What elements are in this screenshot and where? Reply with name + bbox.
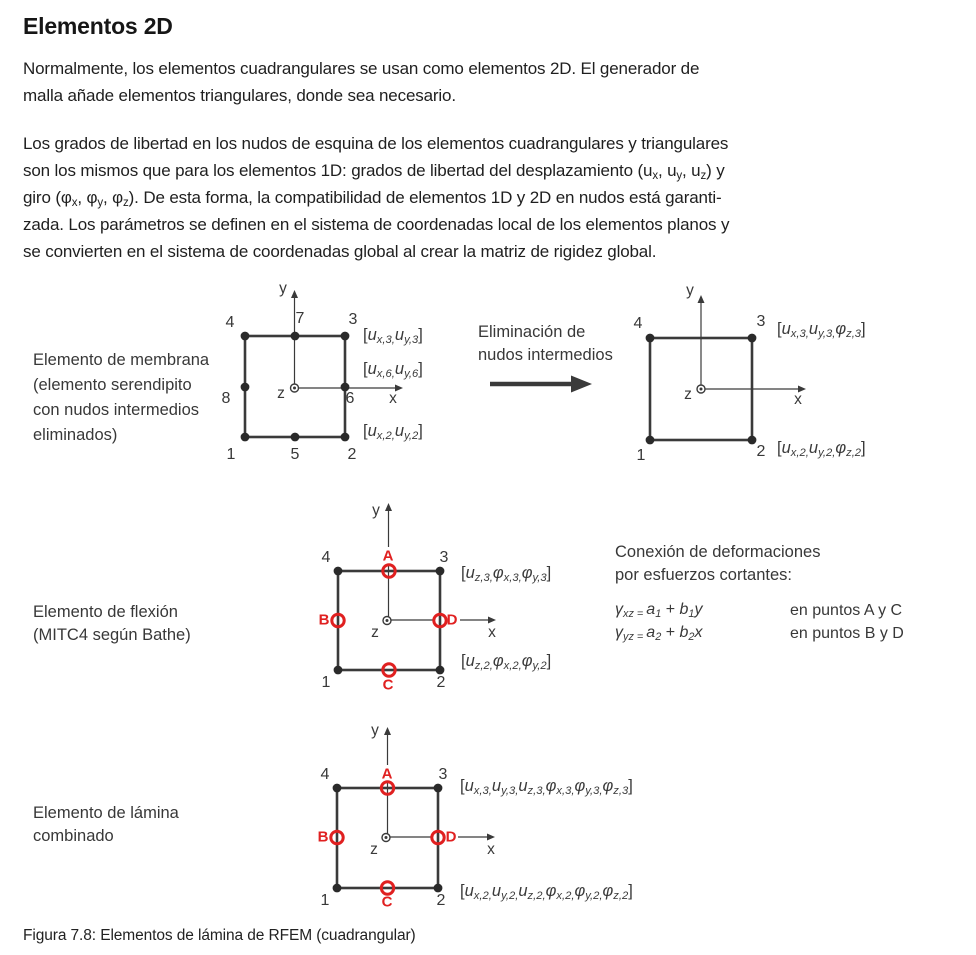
bending-label: Elemento de flexión (MITC4 según Bathe) bbox=[33, 603, 191, 644]
shell-point-B-label: B bbox=[317, 828, 329, 846]
paragraph-1: Normalmente, los elementos cuadrangulares se usan como elementos 2D. El generador de malla añade elementos triangulares, donde sea necesario. bbox=[23, 59, 700, 105]
shell-node-4-label: 4 bbox=[320, 766, 330, 783]
shell-dof-node2: [ux,2,uy,2,uz,2,φx,2,φy,2,φz,2] bbox=[460, 882, 633, 902]
bending-node-1-label: 1 bbox=[321, 674, 331, 691]
shear-equation-2: γyz = a2 + b2x bbox=[615, 624, 703, 643]
transition-text: Eliminación de nudos intermedios bbox=[478, 323, 613, 364]
membrane-left-node-8-label: 8 bbox=[221, 390, 231, 407]
bending-point-C-label: C bbox=[382, 676, 394, 694]
membrane-left-dof-node2: [ux,2,uy,2] bbox=[363, 422, 423, 442]
shear-connection-title: Conexión de deformaciones por esfuerzos cortantes: bbox=[615, 543, 821, 584]
shell-square-graphic bbox=[331, 727, 495, 894]
membrane-right-node-4-label: 4 bbox=[633, 315, 643, 332]
membrane-left-dof-node3: [ux,3,uy,3] bbox=[363, 326, 423, 346]
membrane-left-y-axis-label: y bbox=[279, 280, 287, 297]
membrane-left-x-axis-label: x bbox=[389, 390, 397, 407]
membrane-right-x-axis-label: x bbox=[794, 391, 802, 408]
bending-x-axis-label: x bbox=[488, 624, 496, 641]
shell-point-D-label: D bbox=[445, 828, 457, 846]
membrane-left-node-3-label: 3 bbox=[348, 311, 358, 328]
membrane-left-z-axis-label: z bbox=[277, 385, 285, 402]
shell-z-axis-label: z bbox=[370, 841, 378, 858]
membrane-left-node-1-label: 1 bbox=[226, 446, 236, 463]
membrane-left-node-4-label: 4 bbox=[225, 314, 235, 331]
bending-node-2-label: 2 bbox=[436, 674, 446, 691]
membrane-right-square-graphic bbox=[646, 295, 806, 444]
membrane-right-node-1-label: 1 bbox=[636, 447, 646, 464]
membrane-right-dof-node2: [ux,2,uy,2,φz,2] bbox=[777, 439, 866, 459]
shell-y-axis-label: y bbox=[371, 722, 379, 739]
membrane-label: Elemento de membrana (elemento serendipito con nudos intermedios eliminados) bbox=[33, 351, 210, 444]
membrane-left-node-5-label: 5 bbox=[290, 446, 300, 463]
bending-point-D-label: D bbox=[446, 611, 458, 629]
shear-equation-1: γxz = a1 + b1y bbox=[615, 601, 703, 620]
bending-node-3-label: 3 bbox=[439, 549, 449, 566]
membrane-left-dof-node6: [ux,6,uy,6] bbox=[363, 360, 423, 380]
membrane-left-node-2-label: 2 bbox=[347, 446, 357, 463]
shear-equation-2-note: en puntos B y D bbox=[790, 625, 904, 642]
membrane-right-z-axis-label: z bbox=[684, 386, 692, 403]
membrane-right-dof-node3: [ux,3,uy,3,φz,3] bbox=[777, 320, 866, 340]
bending-dof-node3: [uz,3,φx,3,φy,3] bbox=[461, 564, 552, 584]
shell-node-3-label: 3 bbox=[438, 766, 448, 783]
shell-node-2-label: 2 bbox=[436, 892, 446, 909]
membrane-right-y-axis-label: y bbox=[686, 282, 694, 299]
transition-arrow-graphic bbox=[490, 376, 592, 393]
paragraph-2: Los grados de libertad en los nudos de esquina de los elementos cuadrangulares y triangulares son los mismos que para los elementos 1D: grados de libertad del desplazamiento (ux, uy, uz) y giro (φx, φy, φz). De esta forma, la compatibilidad de elementos 1D y 2D en nudos está garanti- zada. Los parámetros se definen en el sistema de coordenadas local de los elementos planos y se convierten en el sistema de coordenadas global al crear la matriz de rigidez global. bbox=[23, 134, 730, 261]
bending-z-axis-label: z bbox=[371, 624, 379, 641]
membrane-right-node-3-label: 3 bbox=[756, 313, 766, 330]
figure-caption: Figura 7.8: Elementos de lámina de RFEM (cuadrangular) bbox=[23, 927, 416, 944]
shell-point-A-label: A bbox=[381, 765, 393, 783]
shell-node-1-label: 1 bbox=[320, 892, 330, 909]
bending-node-4-label: 4 bbox=[321, 549, 331, 566]
membrane-left-node-7-label: 7 bbox=[295, 310, 305, 327]
shell-point-C-label: C bbox=[381, 893, 393, 911]
membrane-left-node-6-label: 6 bbox=[345, 390, 355, 407]
shell-label: Elemento de lámina combinado bbox=[33, 804, 179, 845]
shell-dof-node3: [ux,3,uy,3,uz,3,φx,3,φy,3,φz,3] bbox=[460, 777, 633, 797]
bending-y-axis-label: y bbox=[372, 502, 380, 519]
page-title: Elementos 2D bbox=[23, 13, 173, 39]
bending-point-B-label: B bbox=[318, 611, 330, 629]
bending-square-graphic bbox=[332, 503, 496, 676]
shell-x-axis-label: x bbox=[487, 841, 495, 858]
bending-dof-node2: [uz,2,φx,2,φy,2] bbox=[461, 652, 552, 672]
membrane-right-node-2-label: 2 bbox=[756, 443, 766, 460]
bending-point-A-label: A bbox=[382, 547, 394, 565]
shear-equation-1-note: en puntos A y C bbox=[790, 602, 903, 619]
